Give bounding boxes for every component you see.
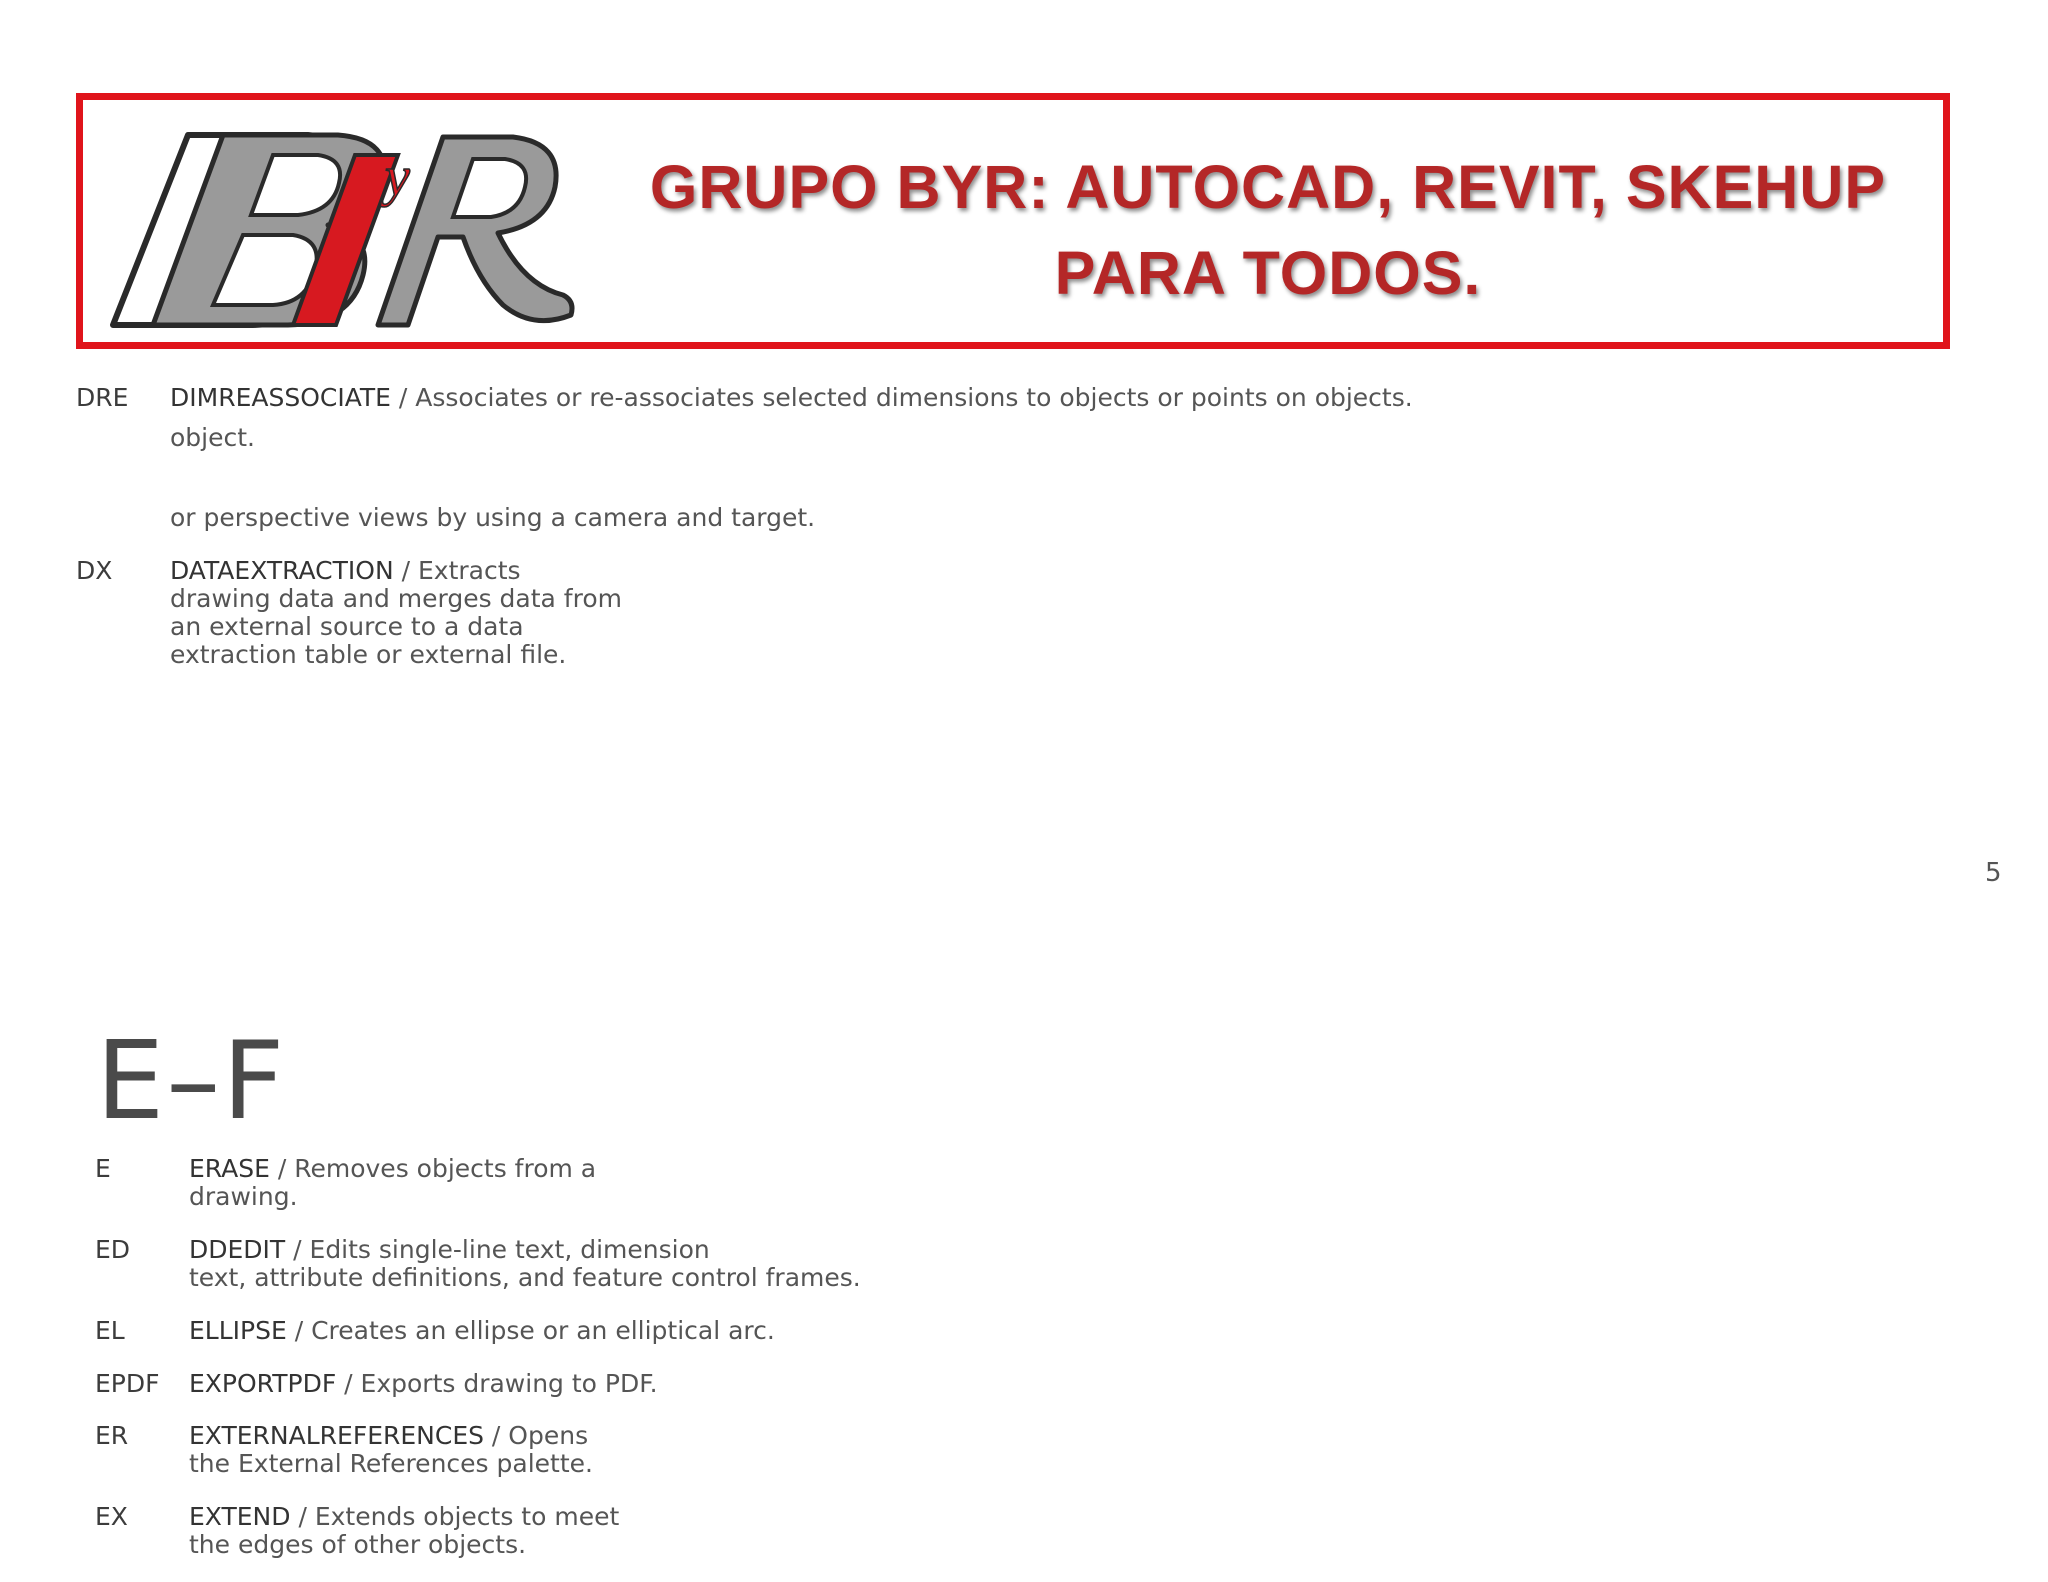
banner-title-line2: PARA TODOS.	[1054, 239, 1482, 307]
entry-description: / Extends objects to meet	[290, 1502, 620, 1531]
entry-command: ELLIPSE	[189, 1316, 287, 1345]
fragment-line: or perspective views by using a camera and target.	[170, 503, 816, 532]
entry-command: EXTEND	[189, 1502, 291, 1531]
entry-description: / Associates or re-associates selected dimensions to objects or points on objects.	[390, 383, 1413, 412]
entry-abbr: ED	[95, 1235, 131, 1264]
entry-command: EXPORTPDF	[189, 1369, 337, 1398]
entry-abbr: EPDF	[95, 1369, 160, 1398]
entry-er-line2: the External References palette.	[189, 1449, 593, 1478]
svg-text:y: y	[385, 146, 410, 208]
entry-dre-line2: object.	[170, 423, 255, 452]
entry-e-line2: drawing.	[189, 1182, 298, 1211]
entry-dx-line2: drawing data and merges data from	[170, 584, 622, 613]
entry-description: / Removes objects from a	[269, 1154, 597, 1183]
entry-ex-line2: the edges of other objects.	[189, 1530, 527, 1559]
entry-command: ERASE	[189, 1154, 270, 1183]
banner-title	[623, 144, 1913, 316]
entry-abbr: E	[95, 1154, 111, 1183]
entry-abbr: EX	[95, 1502, 128, 1531]
entry-abbr: ER	[95, 1421, 129, 1450]
entry-description: / Edits single-line text, dimension	[285, 1235, 710, 1264]
entry-description: / Opens	[483, 1421, 589, 1450]
entry-command: DIMREASSOCIATE	[170, 383, 391, 412]
byr-logo	[93, 125, 583, 330]
entry-dx-line4: extraction table or external file.	[170, 640, 567, 669]
entry-abbr: DRE	[76, 383, 129, 412]
entry-description: / Exports drawing to PDF.	[336, 1369, 658, 1398]
entry-description: / Extracts	[393, 556, 521, 585]
entry-description: / Creates an ellipse or an elliptical arc.	[286, 1316, 775, 1345]
entry-ed-line2: text, attribute definitions, and feature control frames.	[189, 1263, 861, 1292]
entry-abbr: EL	[95, 1316, 125, 1345]
section-heading: E–F	[96, 1019, 287, 1144]
header-banner	[76, 93, 1950, 349]
banner-title-line1: GRUPO BYR: AUTOCAD, REVIT, SKEHUP	[649, 153, 1887, 221]
entry-command: DDEDIT	[189, 1235, 286, 1264]
entry-dx-line3: an external source to a data	[170, 612, 524, 641]
entry-command: DATAEXTRACTION	[170, 556, 394, 585]
page-number: 5	[1985, 858, 2002, 888]
entry-abbr: DX	[76, 556, 113, 585]
entry-command: EXTERNALREFERENCES	[189, 1421, 484, 1450]
